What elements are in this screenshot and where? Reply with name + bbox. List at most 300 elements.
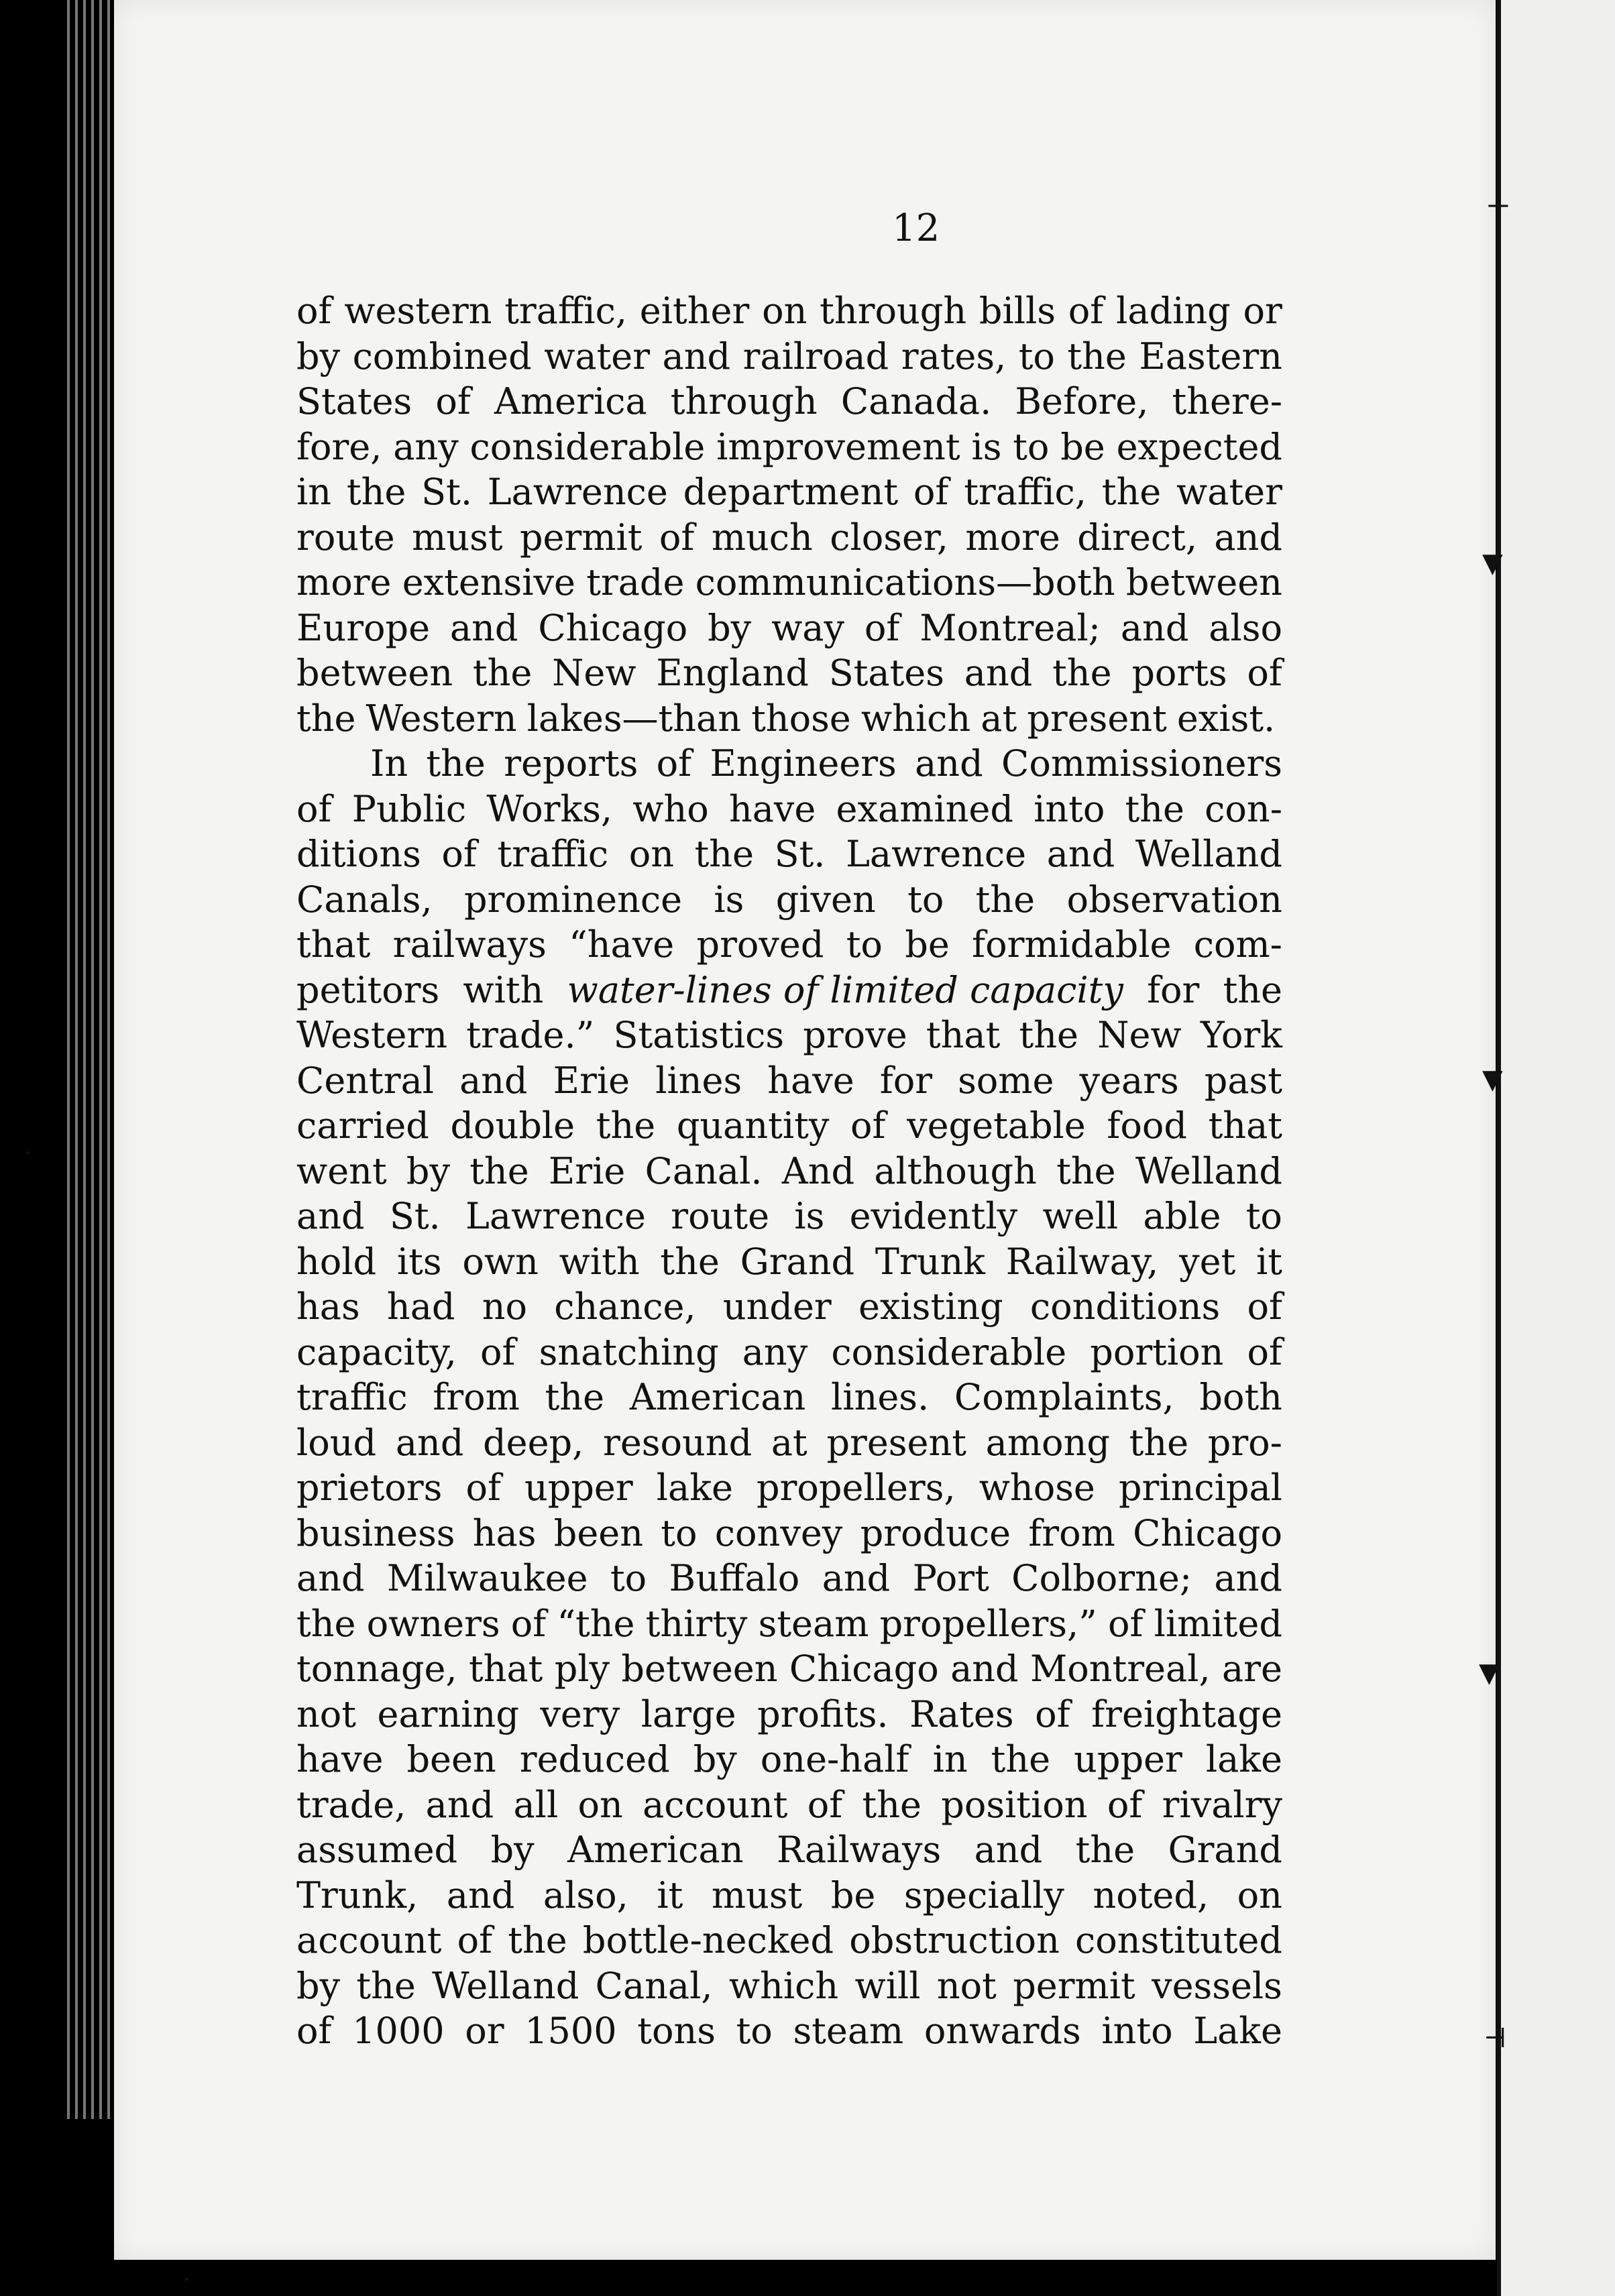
word: States <box>296 380 412 422</box>
word: of <box>465 1467 501 1509</box>
word: States <box>828 652 944 694</box>
word: went <box>296 1149 387 1192</box>
word: and <box>296 1195 365 1237</box>
word: steam <box>793 2010 904 2052</box>
word: are <box>1221 1648 1282 1690</box>
word: Welland <box>432 1964 579 2007</box>
word: the <box>1223 968 1282 1011</box>
word: the <box>296 1602 356 1645</box>
text-line <box>296 696 1282 742</box>
word: chance, <box>554 1285 696 1328</box>
word: the <box>426 742 486 785</box>
word: years <box>1079 1059 1179 1102</box>
word: although <box>874 1149 1037 1192</box>
text-line <box>296 1239 1282 1285</box>
text-line <box>296 831 1282 877</box>
word: Welland <box>1135 833 1282 875</box>
word: Trunk, <box>296 1874 419 1916</box>
word: been <box>406 1738 496 1780</box>
text-line <box>296 379 1282 424</box>
word: not <box>936 1964 997 2007</box>
word: has <box>296 1285 360 1328</box>
text-line <box>296 1511 1282 1556</box>
word: quantity <box>676 1104 830 1147</box>
word: the <box>1129 1421 1189 1464</box>
word: owners <box>366 1602 500 1645</box>
word: lading <box>1116 290 1231 332</box>
word: of <box>656 742 692 785</box>
word: railroad <box>742 335 889 378</box>
word: and <box>446 1874 515 1916</box>
word: upper <box>524 1467 633 1509</box>
word: trade, <box>296 1783 406 1826</box>
word: of <box>1247 1330 1282 1373</box>
text-line <box>296 1149 1282 1194</box>
word: “the <box>557 1602 635 1645</box>
word: the <box>596 1104 656 1147</box>
word: on <box>762 290 808 332</box>
word: to <box>736 2010 773 2052</box>
word: of <box>457 1919 493 1961</box>
word: by <box>296 1964 341 2007</box>
word: be <box>1060 425 1105 468</box>
word: among <box>985 1421 1110 1464</box>
word: will <box>854 1964 921 2007</box>
word: bills <box>979 290 1056 332</box>
word: pro- <box>1207 1421 1282 1464</box>
word: snatching <box>539 1330 719 1373</box>
word: petitors <box>296 968 440 1011</box>
word: there- <box>1172 380 1282 422</box>
word: examined <box>836 787 1013 830</box>
text-line <box>296 1103 1282 1149</box>
word: on <box>577 1783 623 1826</box>
word: Chicago <box>789 1648 939 1690</box>
word: of <box>441 833 477 875</box>
word: vessels <box>1152 1964 1282 2007</box>
word: has <box>472 1511 537 1554</box>
word: and <box>822 1557 891 1599</box>
text-line <box>296 288 1282 334</box>
word: who <box>632 787 709 830</box>
word: convey <box>714 1511 843 1554</box>
word: of <box>659 516 695 559</box>
word: position <box>941 1783 1088 1826</box>
text-line <box>296 1330 1282 1375</box>
text-line <box>296 1420 1282 1466</box>
word: must <box>412 516 503 559</box>
word: one-half <box>760 1738 909 1780</box>
word: or <box>465 2010 504 2052</box>
word: the <box>694 833 755 875</box>
word: either <box>639 290 750 332</box>
text-line <box>296 1465 1282 1511</box>
word: railways <box>392 923 547 966</box>
word: rates, <box>901 335 1007 378</box>
word: specially <box>903 1874 1064 1916</box>
text-line <box>296 1556 1282 1601</box>
word: In <box>370 742 408 785</box>
word: and <box>964 652 1033 694</box>
word: the <box>1052 652 1112 694</box>
word: Chicago <box>1133 1511 1282 1554</box>
word: between <box>1125 561 1282 604</box>
word: and <box>449 606 518 649</box>
word: the <box>296 697 356 740</box>
word: 1500 <box>524 2010 617 2052</box>
word: by <box>708 606 752 649</box>
word: obstruction <box>849 1919 1060 1961</box>
word: considerable <box>469 425 706 468</box>
word: of <box>510 1602 547 1645</box>
page-number: 12 <box>892 207 940 250</box>
word: of <box>850 1104 886 1147</box>
word: route <box>671 1195 770 1237</box>
word: by <box>406 1149 450 1192</box>
word: it <box>657 1874 683 1916</box>
word: Lawrence <box>487 471 668 513</box>
word: on <box>628 833 674 875</box>
text-line <box>296 1827 1282 1873</box>
word: through <box>820 290 967 332</box>
word: Montreal; <box>920 606 1101 649</box>
text-line <box>296 1873 1282 1918</box>
word: carried <box>296 1104 429 1147</box>
word: to <box>1013 425 1050 468</box>
word: Chicago <box>538 606 688 649</box>
word: given <box>775 878 876 921</box>
word: and <box>459 1059 528 1102</box>
word: and <box>662 335 731 378</box>
word: Buffalo <box>669 1557 800 1599</box>
word: double <box>450 1104 575 1147</box>
word: for <box>1147 968 1200 1011</box>
word: propellers,” <box>879 1602 1097 1645</box>
word: of <box>913 471 949 513</box>
word: observation <box>1066 878 1282 921</box>
word: between <box>296 652 453 694</box>
word: large <box>641 1692 736 1735</box>
word: of <box>480 1330 516 1373</box>
word: and <box>1120 606 1189 649</box>
word: con- <box>1205 787 1282 830</box>
word: any <box>393 425 459 468</box>
binding-mark: ▼ <box>1482 548 1503 579</box>
word: no <box>482 1285 527 1328</box>
text-line <box>296 1013 1282 1058</box>
word: and <box>296 1557 365 1599</box>
word: that <box>468 1648 543 1690</box>
word: St. <box>774 833 826 875</box>
word: capacity, <box>296 1330 457 1373</box>
text-line <box>296 1963 1282 2009</box>
word: be <box>905 923 950 966</box>
word: the <box>472 652 533 694</box>
word: 1000 <box>352 2010 445 2052</box>
word: in <box>932 1738 968 1780</box>
word: some <box>958 1059 1054 1102</box>
word: at <box>771 1421 808 1464</box>
binding-line <box>1497 0 1501 2296</box>
word: or <box>1243 290 1282 332</box>
word: of <box>1247 652 1282 694</box>
word: Montreal, <box>1029 1648 1211 1690</box>
word: Erie <box>548 1149 626 1192</box>
page-edge <box>91 0 94 2119</box>
word: permit <box>1013 1964 1135 2007</box>
word: England <box>656 652 809 694</box>
word: account <box>643 1783 788 1826</box>
word: principal <box>1118 1467 1282 1509</box>
word: “have <box>569 923 675 966</box>
text-line <box>296 1284 1282 1330</box>
word: lake <box>1205 1738 1282 1780</box>
word: improvement <box>716 425 960 468</box>
word: St. <box>389 1195 441 1237</box>
word: by <box>296 335 341 378</box>
word: Railway, <box>1005 1240 1159 1283</box>
page-edge <box>99 0 102 2119</box>
word: ply <box>554 1648 610 1690</box>
word: with <box>559 1240 640 1283</box>
word: Lawrence <box>465 1195 646 1237</box>
word: prominence <box>463 878 683 921</box>
word: to <box>661 1511 698 1554</box>
word: water <box>544 335 651 378</box>
word: Public <box>351 787 467 830</box>
word: Erie <box>553 1059 630 1102</box>
word: way <box>771 606 844 649</box>
text-line <box>296 424 1282 470</box>
word: whose <box>979 1467 1095 1509</box>
adjacent-page-strip <box>1500 0 1615 2296</box>
word: thirty <box>645 1602 748 1645</box>
word: have <box>296 1738 384 1780</box>
binding-mark: ▼ <box>1482 1064 1503 1095</box>
word: very <box>540 1692 620 1735</box>
word: its <box>396 1240 442 1283</box>
word: the <box>1125 787 1184 830</box>
text-line <box>296 968 1282 1013</box>
word: And <box>781 1149 855 1192</box>
word: prove <box>803 1014 907 1056</box>
word: traffic <box>497 833 609 875</box>
word: proved <box>696 923 824 966</box>
word: which <box>860 697 971 740</box>
word: more <box>965 516 1060 559</box>
word: hold <box>296 1240 377 1283</box>
text-line <box>296 650 1282 696</box>
word: to <box>610 1557 647 1599</box>
word: the <box>991 1738 1051 1780</box>
word: prietors <box>296 1467 443 1509</box>
word: the <box>346 471 406 513</box>
word: yet <box>1179 1240 1236 1283</box>
word: from <box>433 1376 520 1418</box>
word: is <box>714 878 744 921</box>
text-line <box>296 1058 1282 1104</box>
word: route <box>296 516 395 559</box>
word: well <box>1042 1195 1119 1237</box>
text-line <box>296 922 1282 968</box>
word: Works, <box>486 787 613 830</box>
word: in <box>296 471 332 513</box>
word: St. <box>421 471 472 513</box>
word: and <box>395 1421 464 1464</box>
word: the <box>545 1376 605 1418</box>
word: existing <box>858 1285 1003 1328</box>
word: tonnage, <box>296 1648 457 1690</box>
page-edge <box>67 0 70 2119</box>
word: must <box>711 1874 803 1916</box>
word: noted, <box>1093 1874 1209 1916</box>
word: earning <box>377 1692 519 1735</box>
word: department <box>683 471 899 513</box>
word: have <box>767 1059 854 1102</box>
word: through <box>670 380 818 422</box>
word: of <box>1068 290 1104 332</box>
text-line <box>296 1692 1282 1737</box>
word: to <box>1018 335 1055 378</box>
word: upper <box>1074 1738 1182 1780</box>
word: rivalry <box>1162 1783 1282 1826</box>
word: lines <box>655 1059 742 1102</box>
word: bottle-necked <box>582 1919 834 1961</box>
word: closer, <box>830 516 948 559</box>
page-edge <box>75 0 78 2119</box>
word: and <box>974 1829 1043 1871</box>
word: present <box>826 1421 966 1464</box>
word: the <box>1101 471 1162 513</box>
word: American <box>567 1829 744 1871</box>
word: expected <box>1116 425 1282 468</box>
word: also, <box>543 1874 628 1916</box>
word: fore, <box>296 425 382 468</box>
word: New <box>1097 1014 1182 1056</box>
word: own <box>462 1240 539 1283</box>
word: Europe <box>296 606 431 649</box>
word: more <box>296 561 392 604</box>
word: the <box>1067 335 1127 378</box>
word: to <box>846 923 883 966</box>
word: profits. <box>757 1692 889 1735</box>
binding-mark: ▼ <box>1479 1658 1500 1688</box>
word: loud <box>296 1421 377 1464</box>
word: vegetable <box>907 1104 1086 1147</box>
word: have <box>728 787 816 830</box>
word: assumed <box>296 1829 458 1871</box>
word: New <box>552 652 636 694</box>
word: and <box>950 1648 1019 1690</box>
speck-mark: · <box>182 2264 191 2295</box>
text-line <box>296 741 1282 787</box>
word: Lawrence <box>846 833 1027 875</box>
word: into <box>1034 787 1105 830</box>
word: of <box>1107 1783 1143 1826</box>
word: ditions <box>296 833 421 875</box>
word: ports <box>1131 652 1227 694</box>
text-line <box>296 1918 1282 1963</box>
text-line <box>296 1737 1282 1782</box>
word: communications—both <box>695 561 1115 604</box>
word: Trunk <box>875 1240 985 1283</box>
word: any <box>742 1330 808 1373</box>
word: of <box>296 2010 332 2052</box>
word: of <box>1247 1285 1282 1328</box>
word: Port <box>912 1557 989 1599</box>
word: be <box>830 1874 876 1916</box>
word: Commissioners <box>1001 742 1282 785</box>
word: Complaints, <box>954 1376 1174 1418</box>
word: to <box>907 878 944 921</box>
word: the <box>1075 1829 1135 1871</box>
word: limited <box>1154 1602 1282 1645</box>
text-line <box>296 2008 1282 2054</box>
word: by <box>490 1829 535 1871</box>
word: had <box>386 1285 455 1328</box>
word: formidable <box>972 923 1172 966</box>
word: evidently <box>849 1195 1018 1237</box>
word: conditions <box>1029 1285 1221 1328</box>
word: the <box>660 1240 720 1283</box>
text-line <box>296 469 1282 515</box>
word: is <box>794 1195 825 1237</box>
page-edge <box>83 0 86 2119</box>
word: Grand <box>740 1240 855 1283</box>
word: freightage <box>1091 1692 1282 1735</box>
word: it <box>1256 1240 1282 1283</box>
word: account <box>296 1919 442 1961</box>
word: western <box>344 290 492 332</box>
word: considerable <box>831 1330 1067 1373</box>
word: portion <box>1090 1330 1224 1373</box>
word: reduced <box>519 1738 670 1780</box>
word: American <box>629 1376 806 1418</box>
word: permit <box>519 516 643 559</box>
word: the <box>469 1149 529 1192</box>
text-line <box>296 515 1282 561</box>
word: which <box>728 1964 839 2007</box>
word: under <box>722 1285 832 1328</box>
text-line <box>296 787 1282 832</box>
word: into <box>1101 2010 1173 2052</box>
word: both <box>1199 1376 1282 1418</box>
text-line <box>296 606 1282 651</box>
word: water-lines of limited capacity <box>567 968 1123 1011</box>
word: with <box>463 968 544 1011</box>
word: Before, <box>1015 380 1149 422</box>
text-line <box>296 1601 1282 1647</box>
word: traffic <box>296 1376 408 1418</box>
word: America <box>494 380 647 422</box>
text-line <box>296 1194 1282 1239</box>
word: Milwaukee <box>386 1557 588 1599</box>
word: deep, <box>483 1421 584 1464</box>
text-line <box>296 560 1282 606</box>
word: for <box>879 1059 933 1102</box>
word: present <box>1027 697 1167 740</box>
word: com- <box>1193 923 1282 966</box>
body-text <box>296 288 1282 2054</box>
text-line <box>296 1375 1282 1420</box>
text-line <box>296 1782 1282 1828</box>
word: Canada. <box>840 380 992 422</box>
word: the <box>1056 1149 1116 1192</box>
word: and <box>425 1783 494 1826</box>
word: to <box>1245 1195 1282 1237</box>
word: of <box>296 290 332 332</box>
word: onwards <box>924 2010 1081 2052</box>
